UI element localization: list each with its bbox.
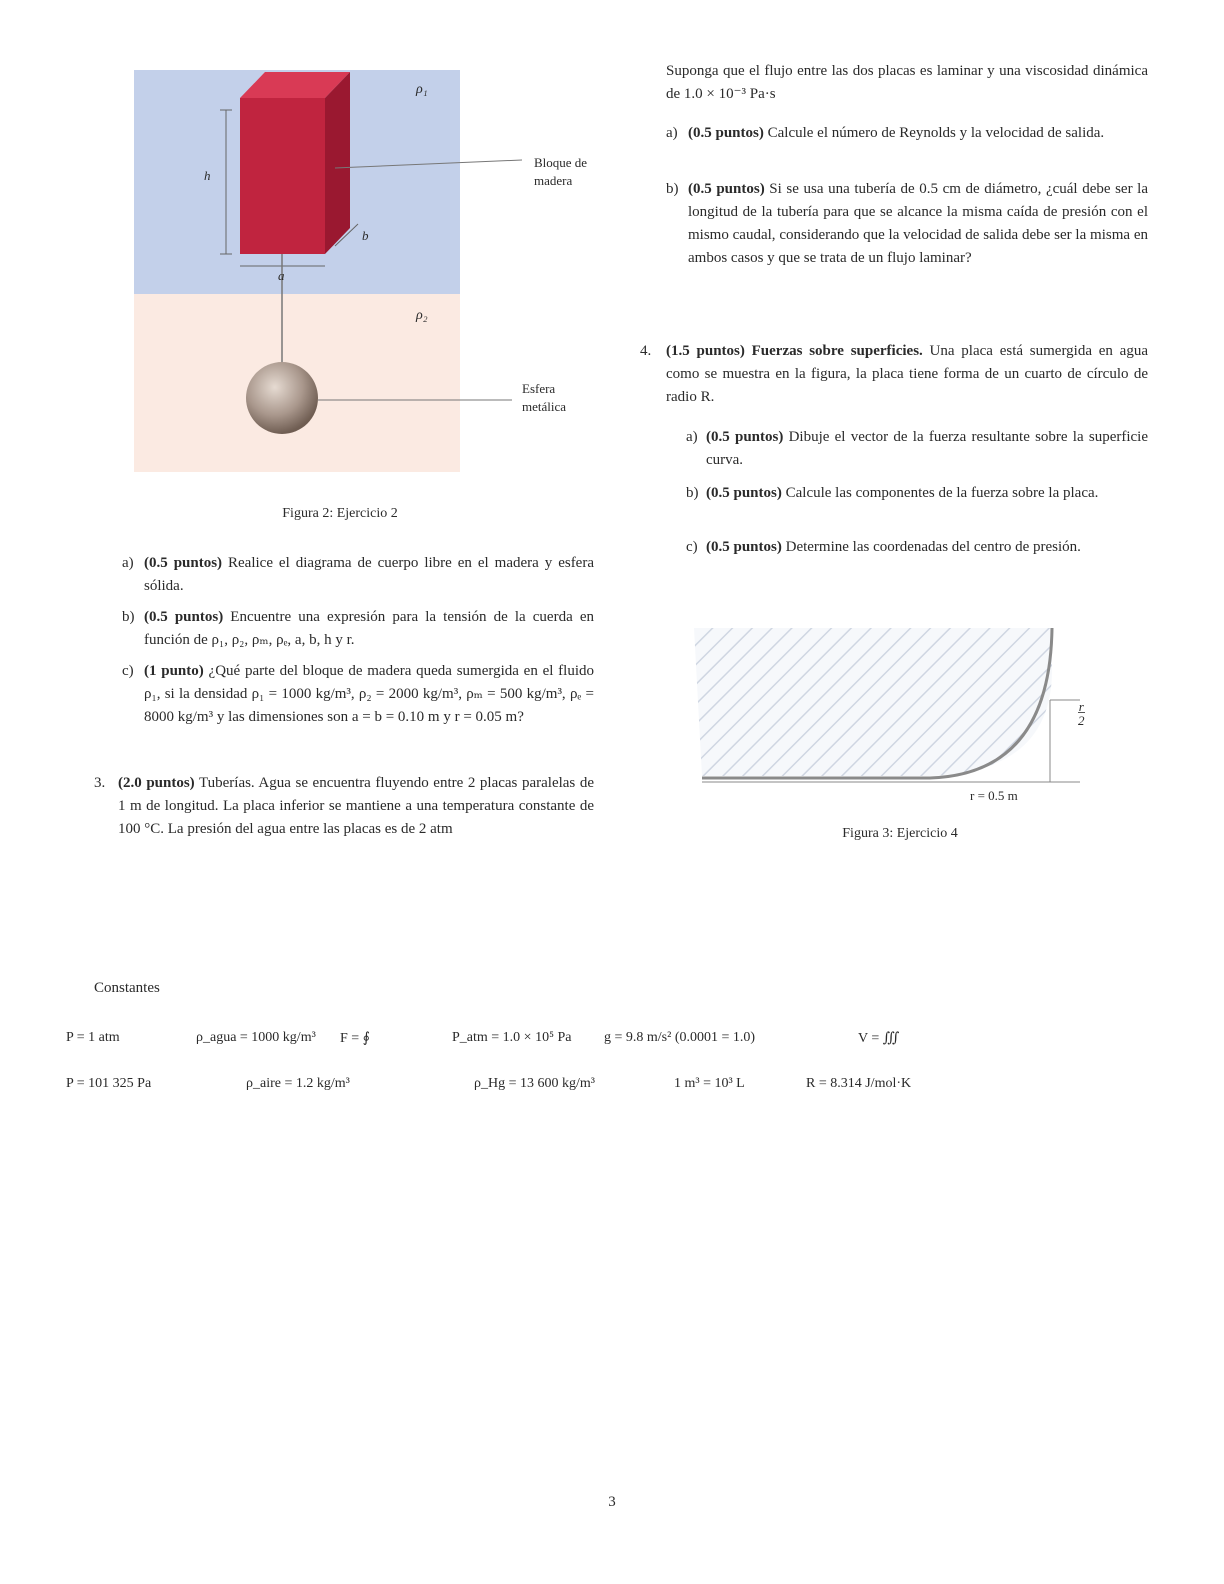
block-side-face (325, 72, 350, 254)
item-points: (0.5 puntos) (706, 485, 782, 501)
item-text: Calcule el número de Reynolds y la velocidad de salida. (767, 125, 1105, 141)
item-points: (0.5 puntos) (706, 429, 784, 445)
problem-number: 4. (640, 343, 652, 359)
dim-height-label: h (204, 168, 211, 183)
item-points: (0.5 puntos) (144, 555, 223, 571)
constant: P_atm = 1.0 × 10⁵ Pa (452, 1030, 572, 1045)
figure-2 (130, 68, 620, 478)
item-points: (0.5 puntos) (144, 609, 224, 625)
item-label: b) (686, 485, 699, 501)
label-rho2: ρ₂ (416, 308, 428, 323)
constant: F = ∮ (340, 1031, 370, 1046)
constant: ρ_Hg = 13 600 kg/m³ (474, 1076, 595, 1091)
right-intro: Suponga que el flujo entre las dos placas es laminar y una viscosidad dinámica de 1.0 × 10⁻³ Pa·s (666, 63, 1148, 102)
item-text: Calcule las componentes de la fuerza sobre la placa. (785, 485, 1099, 501)
label-rho1: ρ₁ (416, 82, 428, 97)
callout-sphere-label: Esfera metálica (522, 381, 567, 414)
problem-3 (94, 772, 594, 841)
problem-title: Fuerzas sobre superficies. (751, 343, 923, 359)
problem-number: 3. (94, 775, 106, 791)
item-label: a) (122, 555, 134, 571)
item-points: (0.5 puntos) (688, 181, 765, 197)
constant: V = ∭ (858, 1031, 900, 1046)
metal-sphere (246, 362, 318, 434)
list-item (122, 552, 594, 598)
item-text: Encuentre una expresión para la tensión de la cuerda en función de ρ₁, ρ₂, ρₘ, ρₑ, a, b, h y r. (144, 609, 594, 648)
list-item (122, 660, 594, 729)
item-label: c) (122, 663, 134, 679)
problem-points: (2.0 puntos) (118, 775, 195, 791)
item-text: Dibuje el vector de la fuerza resultante sobre la superficie curva. (706, 429, 1148, 468)
item-points: (0.5 puntos) (706, 539, 782, 555)
list-item (122, 606, 594, 652)
figure-3-illustration (680, 620, 1120, 820)
item-text: Si se usa una tubería de 0.5 cm de diámetro, ¿cuál debe ser la longitud de la tubería para que se alcance la misma caída de presión con el mismo caudal, considerando que la velocidad de salida debe ser la misma en ambos casos y que se trata de un flujo laminar? (688, 181, 1149, 266)
item-points: (1 punto) (144, 663, 204, 679)
problem-text: Tuberías. Agua se encuentra fluyendo entre 2 placas paralelas de 1 m de longitud. La placa inferior se mantiene a una temperatura constante de 100 °C. La presión del agua entre las placas es de 2 atm (118, 775, 594, 837)
constant: ρ_aire = 1.2 kg/m³ (246, 1076, 350, 1091)
list-item (666, 178, 1148, 270)
item-text: ¿Qué parte del bloque de madera queda sumergida en el fluido ρ₁, si la densidad ρ₁ = 1000 kg/m³, ρ₂ = 2000 kg/m³, ρₘ = 500 kg/m³, ρₑ = 8000 kg/m³ y las dimensiones son a = b = 0.10 m y r = 0.05 m? (144, 663, 595, 725)
callout-block-label: Bloque de madera (534, 155, 588, 188)
fig3-label-num: r (1078, 699, 1084, 714)
item-points: (0.5 puntos) (688, 125, 764, 141)
figure-3 (680, 620, 1120, 820)
constant: P = 1 atm (66, 1030, 120, 1045)
list-item (666, 122, 1148, 145)
item-text: Realice el diagrama de cuerpo libre en el madera y esfera sólida. (144, 555, 594, 594)
item-label: c) (686, 539, 698, 555)
fig3-label-bottom: r = 0.5 m (970, 788, 1018, 803)
constant: g = 9.8 m/s² (0.0001 = 1.0) (604, 1030, 756, 1045)
figure-3-caption: Figura 3: Ejercicio 4 (842, 826, 958, 841)
problem-points: (1.5 puntos) (666, 343, 745, 359)
problem-4 (640, 340, 1148, 409)
water-region (694, 628, 1052, 776)
item-label: b) (666, 181, 679, 197)
constant: 1 m³ = 10³ L (674, 1076, 745, 1091)
list-item (686, 536, 1148, 559)
item-label: a) (686, 429, 698, 445)
fig3-label-r (1078, 700, 1085, 728)
page-number: 3 (608, 1494, 616, 1510)
constant: P = 101 325 Pa (66, 1076, 152, 1091)
dim-width-label: a (278, 268, 285, 283)
problem-text: Una placa está sumergida en agua como se muestra en la figura, la placa tiene forma de un cuarto de círculo de radio R. (666, 343, 1148, 405)
figure-2-caption: Figura 2: Ejercicio 2 (282, 506, 398, 521)
list-item (686, 426, 1148, 472)
fig3-label-den: 2 (1078, 713, 1085, 728)
figure-2-illustration (130, 68, 620, 478)
block-front-face (240, 98, 325, 254)
dim-depth-label: b (362, 228, 369, 243)
constants-title: Constantes (94, 980, 160, 996)
constant: R = 8.314 J/mol·K (806, 1076, 912, 1091)
item-label: a) (666, 125, 678, 141)
constant: ρ_agua = 1000 kg/m³ (196, 1030, 316, 1045)
list-item (686, 482, 1148, 505)
item-text: Determine las coordenadas del centro de presión. (785, 539, 1081, 555)
item-label: b) (122, 609, 135, 625)
